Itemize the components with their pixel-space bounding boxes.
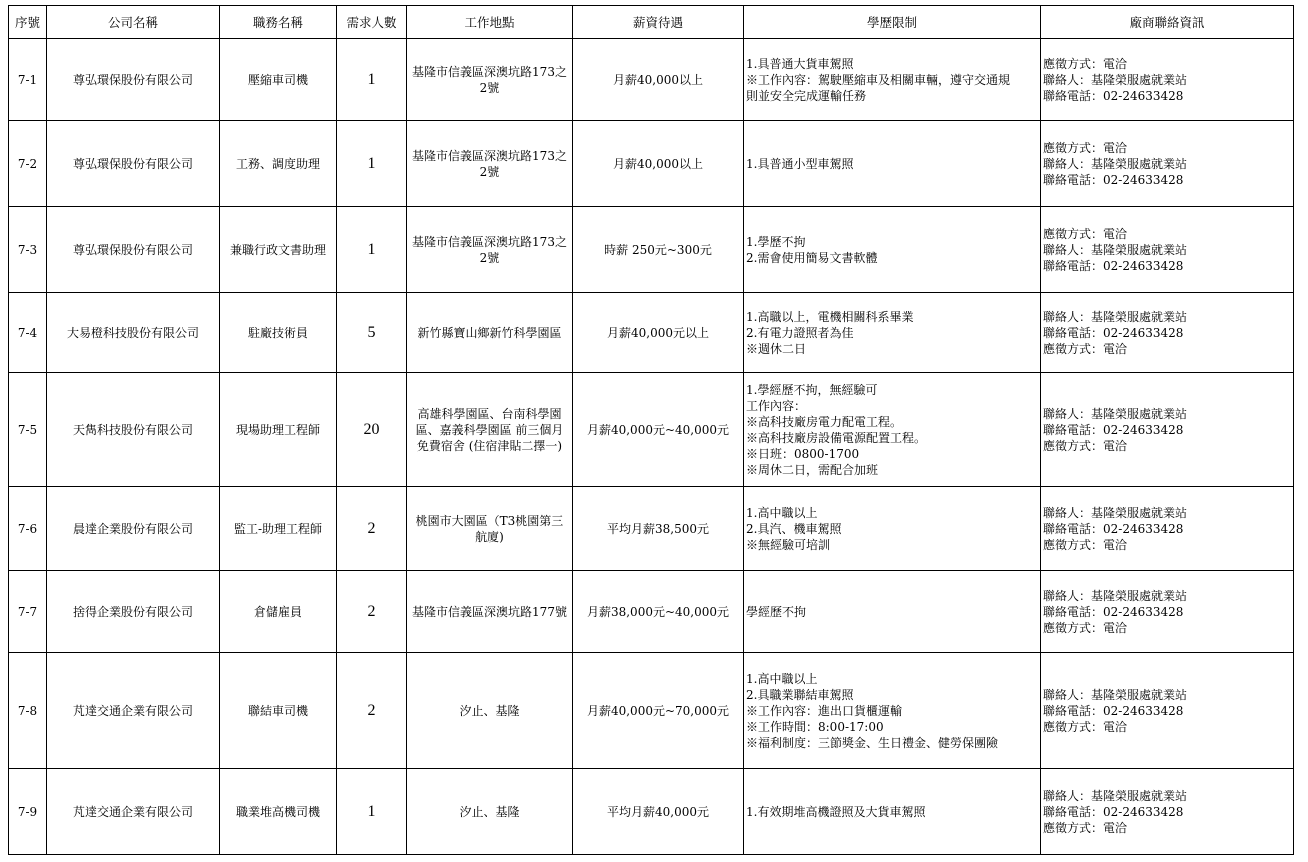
contact-line: 應徵方式：電洽 xyxy=(1043,56,1128,71)
cell-seq: 7-1 xyxy=(9,39,47,121)
cell-contact xyxy=(1041,373,1294,487)
requirement-line: 1.具普通大貨車駕照 xyxy=(746,56,854,71)
cell-location xyxy=(407,39,573,121)
requirement-line: ※工作時間：8:00-17:00 xyxy=(746,719,884,734)
cell-salary: 月薪40,000元~40,000元 xyxy=(573,373,744,487)
cell-job-title: 壓縮車司機 xyxy=(220,39,337,121)
cell-salary: 月薪40,000以上 xyxy=(573,39,744,121)
requirement-line: ※日班：0800-1700 xyxy=(746,446,860,461)
table-row xyxy=(9,769,1294,855)
requirement-line: 學經歷不拘 xyxy=(746,604,807,619)
contact-line: 應徵方式：電洽 xyxy=(1043,719,1128,734)
location-text: 汐止、基隆 xyxy=(459,804,520,819)
requirement-line: ※無經驗可培訓 xyxy=(746,537,831,552)
contact-line: 應徵方式：電洽 xyxy=(1043,226,1128,241)
table-row xyxy=(9,571,1294,653)
cell-job-title: 倉儲雇員 xyxy=(220,571,337,653)
requirement-line: 則並安全完成運輸任務 xyxy=(746,88,867,103)
cell-contact xyxy=(1041,769,1294,855)
cell-headcount: 2 xyxy=(337,571,407,653)
location-text: 汐止、基隆 xyxy=(459,703,520,718)
cell-requirements xyxy=(744,293,1041,373)
contact-line: 聯絡人：基隆榮服處就業站 xyxy=(1043,687,1188,702)
requirement-line: ※工作內容：進出口貨櫃運輸 xyxy=(746,703,903,718)
requirement-line: 1.學經歷不拘，無經驗可 xyxy=(746,382,878,397)
requirement-line: ※週休二日 xyxy=(746,341,807,356)
cell-seq: 7-9 xyxy=(9,769,47,855)
cell-company: 芃達交通企業有限公司 xyxy=(47,769,220,855)
contact-line: 聯絡人：基隆榮服處就業站 xyxy=(1043,242,1188,257)
cell-requirements xyxy=(744,571,1041,653)
table-row xyxy=(9,653,1294,769)
cell-salary: 月薪40,000以上 xyxy=(573,121,744,207)
cell-seq: 7-6 xyxy=(9,487,47,571)
header-seq: 序號 xyxy=(9,6,47,39)
cell-headcount: 1 xyxy=(337,769,407,855)
header-job-title: 職務名稱 xyxy=(220,6,337,39)
table-row xyxy=(9,293,1294,373)
cell-requirements xyxy=(744,769,1041,855)
cell-location xyxy=(407,653,573,769)
cell-location xyxy=(407,121,573,207)
contact-line: 聯絡電話：02-24633428 xyxy=(1043,703,1184,718)
contact-line: 聯絡電話：02-24633428 xyxy=(1043,804,1184,819)
header-headcount: 需求人數 xyxy=(337,6,407,39)
contact-line: 聯絡電話：02-24633428 xyxy=(1043,258,1184,273)
contact-line: 聯絡電話：02-24633428 xyxy=(1043,88,1184,103)
cell-seq: 7-2 xyxy=(9,121,47,207)
requirement-line: 2.具職業聯結車駕照 xyxy=(746,687,854,702)
contact-line: 聯絡人：基隆榮服處就業站 xyxy=(1043,505,1188,520)
cell-job-title: 現場助理工程師 xyxy=(220,373,337,487)
cell-salary: 平均月薪38,500元 xyxy=(573,487,744,571)
cell-contact xyxy=(1041,571,1294,653)
location-text: 基隆市信義區深澳坑路177號 xyxy=(412,604,567,619)
location-text: 新竹縣寶山鄉新竹科學園區 xyxy=(417,325,562,340)
cell-seq: 7-3 xyxy=(9,207,47,293)
cell-job-title: 駐廠技術員 xyxy=(220,293,337,373)
requirement-line: 2.具汽、機車駕照 xyxy=(746,521,842,536)
requirement-line: 工作內容： xyxy=(746,398,807,413)
requirement-line: 1.高中職以上 xyxy=(746,505,818,520)
table-row xyxy=(9,373,1294,487)
contact-line: 聯絡電話：02-24633428 xyxy=(1043,172,1184,187)
cell-contact xyxy=(1041,121,1294,207)
cell-salary: 時薪 250元~300元 xyxy=(573,207,744,293)
requirement-line: 2.需會使用簡易文書軟體 xyxy=(746,250,878,265)
cell-headcount: 2 xyxy=(337,653,407,769)
cell-requirements xyxy=(744,39,1041,121)
cell-seq: 7-8 xyxy=(9,653,47,769)
cell-location xyxy=(407,207,573,293)
contact-line: 聯絡人：基隆榮服處就業站 xyxy=(1043,156,1188,171)
contact-line: 聯絡電話：02-24633428 xyxy=(1043,325,1184,340)
cell-contact xyxy=(1041,487,1294,571)
location-text: 高雄科學園區、台南科學園區、嘉義科學園區 前三個月免費宿舍 (住宿津貼二擇一) xyxy=(415,406,564,453)
cell-job-title: 監工-助理工程師 xyxy=(220,487,337,571)
job-listing-table xyxy=(8,5,1294,855)
location-text: 基隆市信義區深澳坑路173之2號 xyxy=(412,64,567,95)
cell-requirements xyxy=(744,487,1041,571)
location-text: 基隆市信義區深澳坑路173之2號 xyxy=(412,148,567,179)
requirement-line: ※高科技廠房電力配電工程。 xyxy=(746,414,903,429)
requirement-line: ※周休二日，需配合加班 xyxy=(746,462,879,477)
header-contact: 廠商聯絡資訊 xyxy=(1041,6,1294,39)
contact-line: 聯絡人：基隆榮服處就業站 xyxy=(1043,309,1188,324)
header-salary: 薪資待遇 xyxy=(573,6,744,39)
cell-requirements xyxy=(744,207,1041,293)
contact-line: 應徵方式：電洽 xyxy=(1043,820,1128,835)
cell-headcount: 20 xyxy=(337,373,407,487)
cell-salary: 月薪38,000元~40,000元 xyxy=(573,571,744,653)
contact-line: 應徵方式：電洽 xyxy=(1043,341,1128,356)
cell-job-title: 兼職行政文書助理 xyxy=(220,207,337,293)
cell-company: 捨得企業股份有限公司 xyxy=(47,571,220,653)
requirement-line: 1.高職以上，電機相關科系畢業 xyxy=(746,309,914,324)
cell-company: 尊弘環保股份有限公司 xyxy=(47,207,220,293)
requirement-line: 2.有電力證照者為佳 xyxy=(746,325,854,340)
cell-company: 尊弘環保股份有限公司 xyxy=(47,121,220,207)
cell-headcount: 1 xyxy=(337,207,407,293)
header-company: 公司名稱 xyxy=(47,6,220,39)
cell-location xyxy=(407,373,573,487)
cell-requirements xyxy=(744,373,1041,487)
cell-seq: 7-4 xyxy=(9,293,47,373)
header-row xyxy=(9,6,1294,39)
cell-location xyxy=(407,571,573,653)
cell-contact xyxy=(1041,653,1294,769)
contact-line: 應徵方式：電洽 xyxy=(1043,537,1128,552)
cell-location xyxy=(407,293,573,373)
location-text: 基隆市信義區深澳坑路173之2號 xyxy=(412,234,567,265)
cell-job-title: 職業堆高機司機 xyxy=(220,769,337,855)
contact-line: 聯絡人：基隆榮服處就業站 xyxy=(1043,72,1188,87)
cell-requirements xyxy=(744,653,1041,769)
contact-line: 聯絡電話：02-24633428 xyxy=(1043,422,1184,437)
cell-job-title: 工務、調度助理 xyxy=(220,121,337,207)
cell-salary: 月薪40,000元以上 xyxy=(573,293,744,373)
table-row xyxy=(9,39,1294,121)
cell-location xyxy=(407,487,573,571)
table-row xyxy=(9,207,1294,293)
header-requirements: 學歷限制 xyxy=(744,6,1041,39)
header-location: 工作地點 xyxy=(407,6,573,39)
requirement-line: 1.有效期堆高機證照及大貨車駕照 xyxy=(746,804,926,819)
requirement-line: 1.高中職以上 xyxy=(746,671,818,686)
contact-line: 應徵方式：電洽 xyxy=(1043,620,1128,635)
requirement-line: ※高科技廠房設備電源配置工程。 xyxy=(746,430,927,445)
cell-requirements xyxy=(744,121,1041,207)
requirement-line: ※工作內容：駕駛壓縮車及相關車輛，遵守交通規 xyxy=(746,72,1011,87)
requirement-line: ※福利制度：三節獎金、生日禮金、健勞保團險 xyxy=(746,735,999,750)
cell-job-title: 聯結車司機 xyxy=(220,653,337,769)
contact-line: 聯絡人：基隆榮服處就業站 xyxy=(1043,788,1188,803)
cell-headcount: 1 xyxy=(337,121,407,207)
cell-company: 晨達企業股份有限公司 xyxy=(47,487,220,571)
cell-company: 天雋科技股份有限公司 xyxy=(47,373,220,487)
cell-headcount: 2 xyxy=(337,487,407,571)
location-text: 桃園市大園區（T3桃園第三航廈) xyxy=(415,513,564,544)
contact-line: 聯絡電話：02-24633428 xyxy=(1043,604,1184,619)
requirement-line: 1.學歷不拘 xyxy=(746,234,806,249)
contact-line: 聯絡電話：02-24633428 xyxy=(1043,521,1184,536)
cell-company: 大易橙科技股份有限公司 xyxy=(47,293,220,373)
cell-company: 尊弘環保股份有限公司 xyxy=(47,39,220,121)
cell-contact xyxy=(1041,293,1294,373)
contact-line: 聯絡人：基隆榮服處就業站 xyxy=(1043,406,1188,421)
cell-headcount: 5 xyxy=(337,293,407,373)
table-row xyxy=(9,487,1294,571)
table-row xyxy=(9,121,1294,207)
cell-contact xyxy=(1041,39,1294,121)
cell-salary: 平均月薪40,000元 xyxy=(573,769,744,855)
requirement-line: 1.具普通小型車駕照 xyxy=(746,156,854,171)
cell-location xyxy=(407,769,573,855)
cell-seq: 7-7 xyxy=(9,571,47,653)
cell-salary: 月薪40,000元~70,000元 xyxy=(573,653,744,769)
cell-headcount: 1 xyxy=(337,39,407,121)
cell-seq: 7-5 xyxy=(9,373,47,487)
contact-line: 應徵方式：電洽 xyxy=(1043,140,1128,155)
contact-line: 應徵方式：電洽 xyxy=(1043,438,1128,453)
cell-company: 芃達交通企業有限公司 xyxy=(47,653,220,769)
contact-line: 聯絡人：基隆榮服處就業站 xyxy=(1043,588,1188,603)
cell-contact xyxy=(1041,207,1294,293)
